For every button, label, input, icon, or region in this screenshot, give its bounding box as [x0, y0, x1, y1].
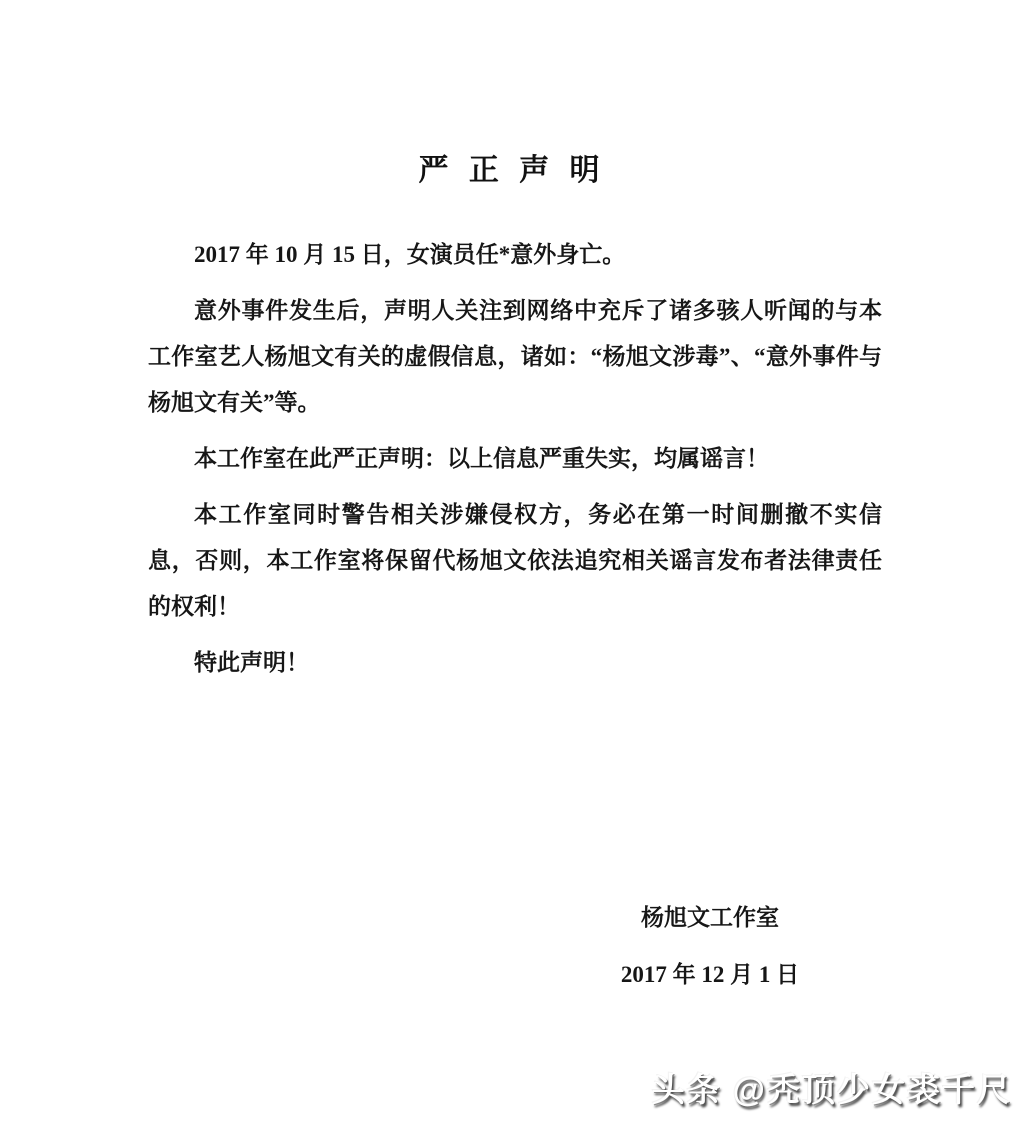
- statement-paragraph-rumors-description: 意外事件发生后，声明人关注到网络中充斥了诸多骇人听闻的与本工作室艺人杨旭文有关的虚假信息，诸如：“杨旭文涉毒”、“意外事件与杨旭文有关”等。: [148, 298, 882, 415]
- signature-studio-name: 杨旭文工作室: [641, 905, 779, 930]
- document-title: 严 正 声 明: [418, 154, 606, 187]
- signature-block: [600, 898, 820, 995]
- statement-paragraph-declaration: 本工作室在此严正声明：以上信息严重失实，均属谣言！: [194, 446, 769, 471]
- statement-paragraph-warning: 本工作室同时警告相关涉嫌侵权方，务必在第一时间删撤不实信息，否则，本工作室将保留代杨旭文依法追究相关谣言发布者法律责任的权利！: [148, 502, 882, 619]
- toutiao-watermark: 头条 @秃顶少女裘千尺: [651, 1071, 1012, 1108]
- statement-paragraph-date-of-incident: 2017 年 10 月 15 日，女演员任*意外身亡。: [194, 242, 626, 267]
- statement-paragraph-closing: 特此声明！: [194, 650, 309, 675]
- document-body: [148, 232, 882, 686]
- signature-date: 2017 年 12 月 1 日: [620, 962, 800, 987]
